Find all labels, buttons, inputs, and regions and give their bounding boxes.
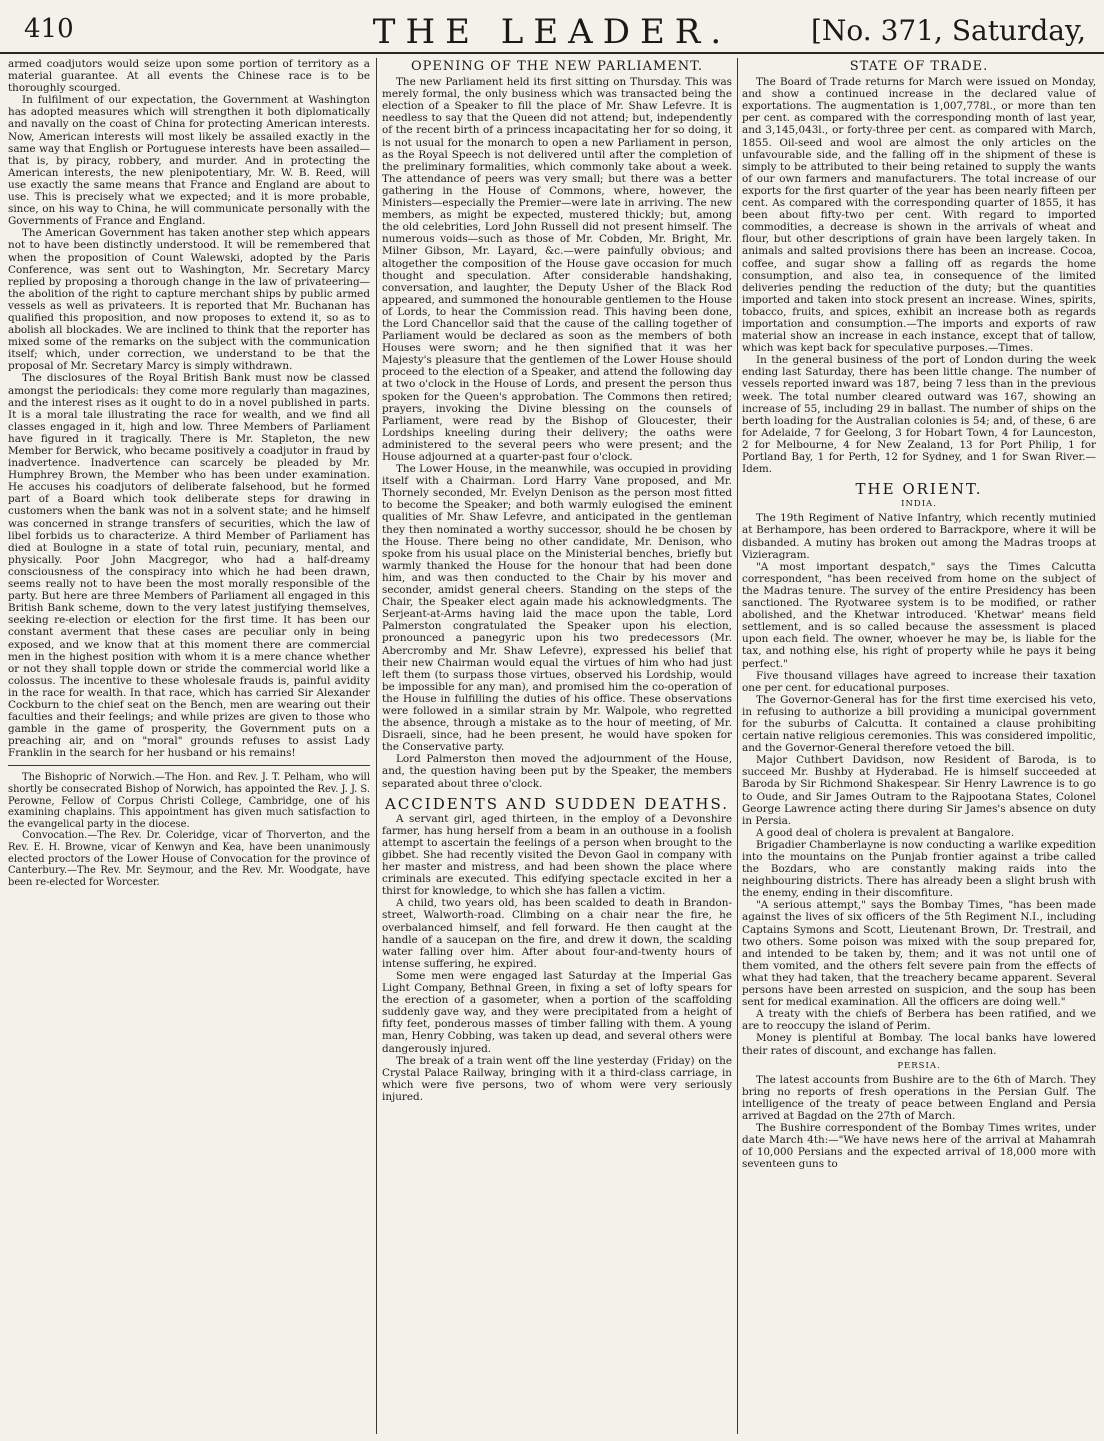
article-paragraph: A good deal of cholera is prevalent at Bangalore. bbox=[756, 826, 1015, 839]
column-rule bbox=[737, 58, 738, 1434]
article-paragraph: The new Parliament held its first sitting on Thursday. This was merely formal, the only business which was transacted being the election of a Speaker to fill the place of Mr. Shaw Lefevre. It is needless to say that the Queen did not attend; but, independently of the recent birth of a princess incapacitating her for so doing, it is not usual for the monarch to open a new Parliament in person, as the Royal Speech is not delivered until after the completion of the preliminary formalities, which commonly take about a week. The attendance of peers was very small; but there was a better gathering in the House of Commons, where, however, the Ministers—especially the Premier—were late in arriving. The new members, as might be expected, mustered thickly; but, among the old celebrities, Lord John Russell did not present himself. The numerous voids—such as those of Mr. Cobden, Mr. Bright, Mr. Milner Gibson, Mr. Layard, &c.—were painfully obvious; and altogether the composition of the House gave occasion for much thought and speculation. After considerable handshaking, conversation, and laughter, the Deputy Usher of the Black Rod appeared, and summoned the honourable gentlemen to the House of Lords, to hear the Commission read. This having been done, the Lord Chancellor said that the cause of the calling together of Parliament would be declared as soon as the members of both Houses were sworn; and he then signified that it was her Majesty's pleasure that the gentlemen of the Lower House should proceed to the election of a Speaker, and attend the following day at two o'clock in the House of Lords, and present the person thus spoken for the Queen's approbation. The Commons then retired; prayers, invoking the Divine blessing on the counsels of Parliament, were read by the Bishop of Gloucester, their Lordships kneeling during their delivery; the oaths were administered to the several peers who were present; and the House adjourned at a quarter-past four o'clock. bbox=[382, 76, 732, 463]
article-paragraph: The Board of Trade returns for March were issued on Monday, and show a continued increase in the declared value of exportations. The augmentation is 1,007,778l., or more than ten per cent. as compared with the corresponding month of last year, and 3,145,043l., or forty-three per cent. as compared with March, 1855. Oil-seed and wool are almost the only articles on the unfavourable side, and the falling off in the shipment of these is simply to be attributed to their being retained to supply the wants of our own farmers and manufacturers. The total increase of our exports for the first quarter of the year has been nearly fifteen per cent. As compared with the corresponding quarter of 1855, it has been about fifty-two per cent. With regard to imported commodities, a decrease is shown in the arrivals of wheat and flour, but other descriptions of grain have been largely taken. In animals and salted provisions there has been an increase. Cocoa, coffee, and sugar show a falling off as regards the home consumption, and also tea, in consequence of the limited deliveries pending the reduction of the duty; but the quantities imported and taken into stock present an increase. Wines, spirits, tobacco, fruits, and spices, exhibit an increase both as regards importation and consumption.—The imports and exports of raw material show an increase in each instance, except that of tallow, which was kept back for speculative purposes.—Times. bbox=[742, 76, 1096, 355]
news-note: The Bishopric of Norwich.—The Hon. and Rev. J. T. Pelham, who will shortly be consecrated Bishop of Norwich, has appointed the Rev. J. J. S. Perowne, Fellow of Corpus Christi College, Cambridge, one of his examining chaplains. This appointment has given much satisfaction to the evangelical party in the diocese. bbox=[8, 772, 370, 830]
article-paragraph: The disclosures of the Royal British Bank must now be classed amongst the periodicals: they come more regularly than magazines, and the interest rises as it ought to do in a novel published in parts. It is a moral tale illustrating the race for wealth, and we find all classes engaged in it, high and low. Three Members of Parliament have figured in it tragically. There is Mr. Stapleton, the new Member for Berwick, who became positively a coadjutor in fraud by inadvertence. Inadvertence can scarcely be pleaded by Mr. Humphrey Brown, the Member who has been under examination. He accuses his coadjutors of deliberate falsehood, but he formed part of a Board which took deliberate steps for drawing in customers when the bank was not in a solvent state; and he himself was concerned in strange transfers of securities, which the law of libel forbids us to characterize. A third Member of Parliament has died at Boulogne in a state of total ruin, pecuniary, mental, and physically. Poor John Macgregor, who had a half-dreamy consciousness of the conspiracy into which he had been drawn, seems really not to have been the most morally responsible of the party. But here are three Members of Parliament all engaged in this British Bank scheme, down to the very latest justifying themselves, seeking re-election or election for the first time. It has been our constant averment that these cases are peculiar only in being exposed, and we know that at this moment there are commercial men in the highest position with whom it is a mere chance whether or not they shall topple down or stride the commercial world like a colossus. The incentive to these wholesale frauds is, painful avidity in the race for wealth. In that race, which has carried Sir Alexander Cockburn to the chief seat on the Bench, men are wearing out their faculties and their feelings; and while prizes are given to those who gamble in the game of prosperity, the Government puts on a preaching air, and on "moral" grounds refuses to assist Lady Franklin in the search for her husband or his remains! bbox=[8, 372, 370, 760]
article-paragraph: The break of a train went off the line yesterday (Friday) on the Crystal Palace Railway, bringing with it a third-class carriage, in which were five persons, two of whom were very seriously injured. bbox=[382, 1054, 732, 1103]
article-paragraph: Money is plentiful at Bombay. The local banks have lowered their rates of discount, and exchange has fallen. bbox=[742, 1032, 1096, 1057]
article-paragraph: "A most important despatch," says the Times Calcutta correspondent, "has been received from home on the subject of the Madras tenure. The survey of the entire Presidency has been sanctioned. The Ryotwaree system is to be modified, or rather abolished, and the Khetwar introduced. 'Khetwar' means field settlement, and is so called because the assessment is placed upon each field. The owner, whoever he may be, is liable for the tax, and nothing else, his right of property while he pays it being perfect." bbox=[742, 560, 1096, 670]
newspaper-title: THE LEADER. bbox=[372, 12, 732, 52]
issue-label: [No. 371, Saturday, bbox=[811, 14, 1086, 47]
article-paragraph: A treaty with the chiefs of Berbera has been ratified, and we are to reoccupy the island of Perim. bbox=[742, 1008, 1096, 1033]
news-note: Convocation.—The Rev. Dr. Coleridge, vicar of Thorverton, and the Rev. E. H. Browne, vicar of Kenwyn and Kea, have been unanimously elected proctors of the Lower House of Convocation for the province of Canterbury.—The Rev. Mr. Seymour, and the Rev. Mr. Woodgate, have been re-elected for Worcester. bbox=[8, 830, 370, 888]
column-left bbox=[8, 58, 370, 1436]
article-paragraph: Five thousand villages have agreed to increase their taxation one per cent. for educational purposes. bbox=[742, 669, 1096, 694]
page-number: 410 bbox=[24, 14, 74, 44]
subheading: INDIA. bbox=[901, 499, 937, 510]
article-paragraph: In fulfilment of our expectation, the Government at Washington has adopted measures which will strengthen it both diplomatically and navally on the coast of China for protecting American interests. Now, American interests will most likely be assailed exactly in the same way that English or Portuguese interests have been assailed—that is, by piracy, robbery, and murder. And in protecting the American interests, the new plenipotentiary, Mr. W. B. Reed, will use exactly the same means that France and England are about to use. This is precisely what we expected; and it is more probable, since, on his way to China, he will communicate personally with the Governments of France and England. bbox=[8, 94, 370, 228]
article-paragraph: The 19th Regiment of Native Infantry, which recently mutinied at Berhampore, has been ordered to Barrackpore, where it will be disbanded. A mutiny has broken out among the Madras troops at Vizieragram. bbox=[742, 512, 1096, 561]
column-right bbox=[742, 58, 1096, 1436]
article-paragraph: The American Government has taken another step which appears not to have been distinctly understood. It will be remembered that when the proposition of Count Walewski, adopted by the Paris Conference, was sent out to Washington, Mr. Secretary Marcy replied by proposing a thorough change in the law of privateering—the abolition of the right to capture merchant ships by public armed vessels as well as privateers. It is reported that Mr. Buchanan has qualified this proposition, and now proposes to extend it, so as to abolish all blockades. We are inclined to think that the reporter has mixed some of the remarks on the subject with the communication itself; which, under correction, we understand to be that the proposal of Mr. Secretary Marcy is simply withdrawn. bbox=[8, 227, 370, 373]
article-paragraph: A servant girl, aged thirteen, in the employ of a Devonshire farmer, has hung herself from a beam in an outhouse in a foolish attempt to ascertain the feelings of a person when brought to the gibbet. She had recently visited the Devon Gaol in company with her master and mistress, and had been shown the place where criminals are executed. This edifying spectacle excited in her a thirst for knowledge, to which she has fallen a victim. bbox=[382, 812, 732, 898]
article-paragraph: A child, two years old, has been scalded to death in Brandon-street, Walworth-road. Climbing on a chair near the fire, he overbalanced himself, and fell forward. He then caught at the handle of a saucepan on the fire, and drew it down, the scalding water falling over him. After about four-and-twenty hours of intense suffering, he expired. bbox=[382, 897, 732, 970]
article-paragraph: The Lower House, in the meanwhile, was occupied in providing itself with a Chairman. Lord Harry Vane proposed, and Mr. Thornely seconded, Mr. Evelyn Denison as the person most fitted to become the Speaker; and both warmly eulogised the eminent qualities of Mr. Shaw Lefevre, and anticipated in the gentleman they then nominated a worthy successor, should he be chosen by the House. There being no other candidate, Mr. Denison, who spoke from his usual place on the Ministerial benches, briefly but warmly thanked the House for the honour that had been done him, and was then conducted to the Chair by his mover and seconder, amidst general cheers. Standing on the steps of the Chair, the Speaker elect again made his acknowledgments. The Serjeant-at-Arms having laid the mace upon the table, Lord Palmerston congratulated the Speaker upon his election, pronounced a panegyric upon his two predecessors (Mr. Abercromby and Mr. Shaw Lefevre), expressed his belief that their new Chairman would equal the virtues of him who had just left them (to surpass those virtues, observed his Lordship, would be impossible for any man), and promised him the co-operation of the House in fulfilling the duties of his office. These observations were followed in a similar strain by Mr. Walpole, who regretted the absence, through a mistake as to the hour of meeting, of Mr. Disraeli, since, had he been present, he would have spoken for the Conservative party. bbox=[382, 463, 732, 754]
article-paragraph: Some men were engaged last Saturday at the Imperial Gas Light Company, Bethnal Green, in fixing a set of lofty spears for the erection of a gasometer, when a portion of the scaffolding suddenly gave way, and they were precipitated from a height of fifty feet, ponderous masses of timber falling with them. A young man, Henry Cobbing, was taken up dead, and several others were dangerously injured. bbox=[382, 969, 732, 1055]
section-heading: THE ORIENT. bbox=[855, 480, 983, 499]
article-paragraph: Major Cuthbert Davidson, now Resident of Baroda, is to succeed Mr. Bushby at Hyderabad. He is himself succeeded at Baroda by Sir Richmond Shakespear. Sir Henry Lawrence is to go to Oude, and Sir James Outram to the Rajpootana States, Colonel George Lawrence acting there during Sir James's absence on duty in Persia. bbox=[742, 754, 1096, 827]
article-paragraph: armed coadjutors would seize upon some portion of territory as a material guarantee. At all events the Chinese race is to be thoroughly scourged. bbox=[8, 58, 370, 95]
article-paragraph: In the general business of the port of London during the week ending last Saturday, there has been little change. The number of vessels reported inward was 187, being 7 less than in the previous week. The total number cleared outward was 167, showing an increase of 55, including 29 in ballast. The number of ships on the berth loading for the Australian colonies is 54; and, of these, 6 are for Adelaide, 7 for Geelong, 3 for Hobart Town, 4 for Launceston, 2 for Melbourne, 4 for New Zealand, 13 for Port Philip, 1 for Portland Bay, 1 for Perth, 12 for Sydney, and 1 for Swan River.—Idem. bbox=[742, 354, 1096, 476]
article-paragraph: The Governor-General has for the first time exercised his veto, in refusing to authorize a bill providing a municipal government for the suburbs of Calcutta. It contained a clause prohibiting certain native religious ceremonies. This was considered impolitic, and the Governor-General therefore vetoed the bill. bbox=[742, 693, 1096, 755]
article-paragraph: Brigadier Chamberlayne is now conducting a warlike expedition into the mountains on the Punjab frontier against a tribe called the Bozdars, who are constantly making raids into the neighbouring districts. There has already been a slight brush with the enemy, ending in their discomfiture. bbox=[742, 838, 1096, 900]
section-heading: STATE OF TRADE. bbox=[849, 59, 989, 74]
article-paragraph: Lord Palmerston then moved the adjournment of the House, and, the question having been put by the Speaker, the members separated about three o'clock. bbox=[382, 753, 732, 790]
column-rule bbox=[376, 58, 377, 1434]
section-heading: ACCIDENTS AND SUDDEN DEATHS. bbox=[384, 794, 729, 813]
section-rule bbox=[8, 765, 370, 766]
masthead bbox=[0, 0, 1104, 54]
article-paragraph: The latest accounts from Bushire are to the 6th of March. They bring no reports of fresh operations in the Persian Gulf. The intelligence of the treaty of peace between England and Persia arrived at Bagdad on the 27th of March. bbox=[742, 1073, 1096, 1122]
subheading: PERSIA. bbox=[897, 1060, 941, 1071]
article-paragraph: The Bushire correspondent of the Bombay Times writes, under date March 4th:—"We have news here of the arrival at Mahamrah of 10,000 Persians and the expected arrival of 18,000 more with seventeen guns to bbox=[742, 1122, 1096, 1171]
column-middle bbox=[382, 58, 732, 1436]
article-paragraph: "A serious attempt," says the Bombay Times, "has been made against the lives of six officers of the 5th Regiment N.I., including Captains Symons and Scott, Lieutenant Brown, Dr. Trestrail, and two others. Some poison was mixed with the soup prepared for, and intended to be taken by, them; and it was not until one of them vomited, and the others felt severe pain from the effects of what they had taken, that the treachery became apparent. Several persons have been arrested on suspicion, and the soup has been sent for medical examination. All the officers are doing well." bbox=[742, 899, 1096, 1009]
section-heading: OPENING OF THE NEW PARLIAMENT. bbox=[410, 59, 704, 74]
